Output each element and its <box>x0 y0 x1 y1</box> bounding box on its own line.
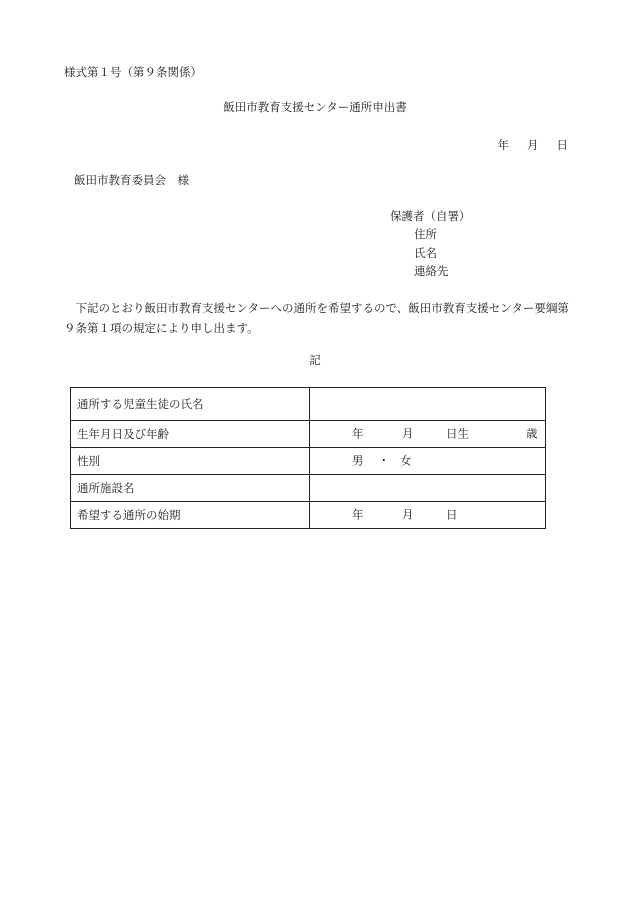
student-name-label: 通所する児童生徒の氏名 <box>71 388 310 421</box>
facility-name-field[interactable] <box>310 475 546 502</box>
facility-name-label: 通所施設名 <box>71 475 310 502</box>
birthdate-age-field[interactable] <box>310 421 546 448</box>
student-name-field[interactable] <box>310 388 546 421</box>
date-day-label: 日 <box>556 138 568 152</box>
addressee: 飯田市教育委員会 様 <box>74 173 189 187</box>
table-row <box>71 448 546 475</box>
birth-year-unit: 年 <box>352 426 364 441</box>
gender-female-option[interactable]: 女 <box>400 453 412 468</box>
table-row <box>71 475 546 502</box>
gender-field[interactable] <box>310 448 546 475</box>
table-row <box>71 388 546 421</box>
application-table <box>70 387 546 529</box>
guardian-name-label: 氏名 <box>414 246 437 260</box>
guardian-address-label: 住所 <box>414 227 437 241</box>
birth-month-unit: 月 <box>402 426 414 441</box>
guardian-contact-label: 連絡先 <box>414 264 449 278</box>
start-day-unit: 日 <box>446 507 458 522</box>
guardian-title: 保護者（自署） <box>390 209 471 223</box>
date-year-label: 年 <box>497 138 509 152</box>
request-statement: 下記のとおり飯田市教育支援センターへの通所を希望するので、飯田市教育支援センター要綱第９条第１項の規定により申し出ます。 <box>64 301 569 335</box>
start-date-label: 希望する通所の始期 <box>71 502 310 529</box>
gender-separator: ・ <box>378 453 390 468</box>
start-year-unit: 年 <box>352 507 364 522</box>
gender-male-option[interactable]: 男 <box>352 453 364 468</box>
form-number: 様式第１号（第９条関係） <box>64 65 202 79</box>
start-month-unit: 月 <box>402 507 414 522</box>
gender-label: 性別 <box>71 448 310 475</box>
age-unit: 歳 <box>526 426 538 441</box>
birthdate-age-label: 生年月日及び年齢 <box>71 421 310 448</box>
start-date-field[interactable] <box>310 502 546 529</box>
table-row <box>71 502 546 529</box>
date-line <box>498 140 569 152</box>
birth-day-unit: 日生 <box>446 426 469 441</box>
date-month-label: 月 <box>527 138 539 152</box>
table-row <box>71 421 546 448</box>
ki-heading: 記 <box>309 353 321 367</box>
document-title: 飯田市教育支援センター通所申出書 <box>223 100 407 114</box>
